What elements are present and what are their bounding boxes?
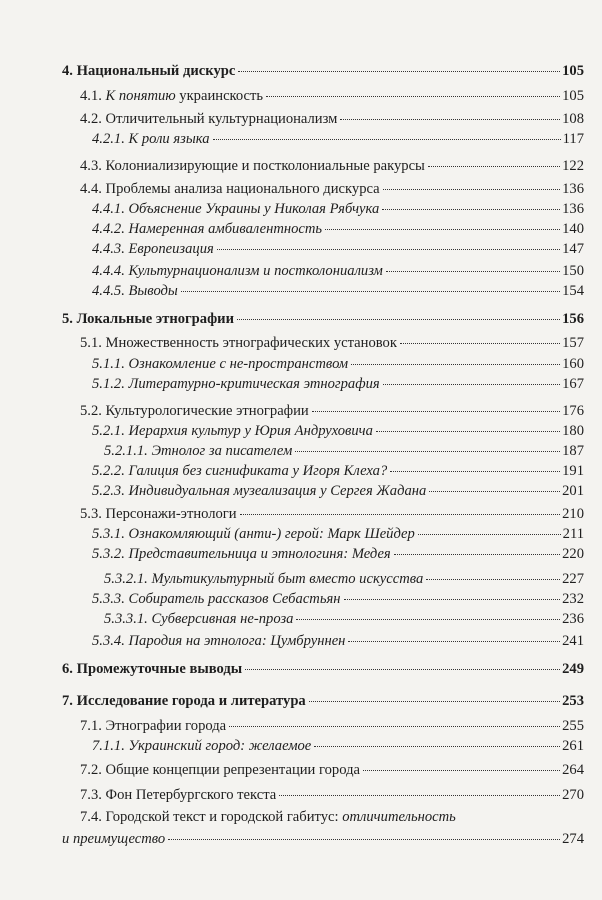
toc-item-title-line1 [80, 808, 584, 826]
toc-dot-leader [376, 431, 560, 432]
toc-dot-leader [314, 746, 560, 747]
toc-item-title-text: Украинский город: желаемое [128, 738, 312, 754]
toc-item-title [92, 482, 426, 500]
toc-item[interactable] [92, 220, 584, 238]
toc-item[interactable] [80, 180, 584, 198]
toc-page-number: 180 [562, 423, 584, 439]
toc-item-title [80, 402, 309, 420]
toc-item-number: 4.2. [80, 111, 102, 127]
toc-item-title [62, 62, 235, 80]
toc-item-title-text: Этнолог за писателем [151, 443, 293, 459]
toc-page-number: 261 [562, 738, 584, 754]
toc-item-number: 4.3. [80, 158, 102, 174]
toc-item-title-text: Этнографии города [105, 718, 227, 734]
toc-item[interactable] [80, 334, 584, 352]
toc-item-title [92, 462, 387, 480]
toc-item-number: 5.2. [80, 403, 102, 419]
toc-item-title-text: Локальные этнографии [76, 311, 234, 327]
toc-item[interactable] [80, 717, 584, 735]
toc-item-title [92, 632, 345, 650]
toc-item-title [62, 660, 242, 678]
toc-item[interactable] [80, 402, 584, 420]
toc-item-number: 7.2. [80, 762, 102, 778]
toc-item-title-text: К роли языка [128, 131, 210, 147]
toc-item-number: 7. [62, 693, 73, 709]
toc-dot-leader [340, 119, 560, 120]
toc-dot-leader [229, 726, 560, 727]
toc-page-number: 264 [562, 762, 584, 778]
toc-item[interactable] [80, 87, 584, 105]
toc-item-number: 4.4. [80, 181, 102, 197]
toc-dot-leader [363, 770, 560, 771]
toc-page-number: 167 [562, 376, 584, 392]
toc-item-title-text: Индивидуальная музеализация у Сергея Жадана [128, 483, 427, 499]
toc-item-number: 4. [62, 63, 73, 79]
toc-item[interactable] [80, 786, 584, 804]
toc-page-number: 220 [562, 546, 584, 562]
toc-item-number: 5.2.3. [92, 483, 125, 499]
toc-item-title [92, 422, 373, 440]
toc-dot-leader [296, 619, 560, 620]
toc-item-title-text: Литературно-критическая этнография [128, 376, 380, 392]
toc-item-title-text: Ознакомляющий (анти-) герой: Марк Шейдер [128, 526, 415, 542]
toc-dot-leader [312, 411, 560, 412]
toc-page-number: 140 [562, 221, 584, 237]
toc-dot-leader [428, 166, 560, 167]
toc-page-number: 136 [562, 201, 584, 217]
toc-item-title-plain: Городской текст и городской габитус: [105, 809, 343, 825]
toc-item-number: 5.3.3.1. [104, 611, 148, 627]
toc-page-number: 232 [562, 591, 584, 607]
toc-item-title-italic: отличительность [342, 809, 456, 825]
toc-item-number: 4.1. [80, 88, 102, 104]
toc-item[interactable] [92, 525, 584, 543]
toc-dot-leader [386, 271, 560, 272]
toc-chapter[interactable] [62, 62, 584, 80]
toc-item-number: 5. [62, 311, 73, 327]
toc-item-title-text: Колониализирующие и постколониальные ракурсы [105, 158, 425, 174]
toc-page-number: 191 [562, 463, 584, 479]
toc-item[interactable] [92, 262, 584, 280]
toc-item[interactable] [80, 110, 584, 128]
toc-item-title [92, 545, 391, 563]
toc-item-title-plain: украинскость [175, 88, 264, 104]
toc-item-number: 5.3. [80, 506, 102, 522]
toc-page-number: 249 [562, 661, 584, 677]
toc-item[interactable] [92, 130, 584, 148]
toc-item-title-text: Галиция без сигнификата у Игоря Клеха? [128, 463, 388, 479]
toc-item-title-text: Проблемы анализа национального дискурса [105, 181, 380, 197]
toc-item[interactable] [80, 761, 584, 779]
toc-item-number: 4.4.2. [92, 221, 125, 237]
toc-dot-leader [383, 384, 560, 385]
toc-item-title [80, 786, 276, 804]
toc-item-title-text: Представительница и этнологиня: Медея [128, 546, 391, 562]
toc-page-number: 156 [562, 311, 584, 327]
toc-item-number: 5.1.2. [92, 376, 125, 392]
toc-dot-leader [168, 839, 560, 840]
toc-dot-leader [295, 451, 560, 452]
toc-item-number: 4.4.3. [92, 241, 125, 257]
toc-chapter[interactable] [62, 310, 584, 328]
toc-dot-leader [382, 209, 560, 210]
toc-item[interactable] [92, 545, 584, 563]
toc-item-title-line2 [62, 830, 584, 848]
toc-item-title [92, 355, 348, 373]
toc-dot-leader [429, 491, 560, 492]
toc-item[interactable] [104, 570, 584, 588]
toc-item[interactable] [92, 737, 584, 755]
toc-page-number: 108 [562, 111, 584, 127]
toc-item-title [80, 87, 263, 105]
toc-dot-leader [181, 291, 560, 292]
toc-dot-leader [245, 669, 560, 670]
toc-page-number: 253 [562, 693, 584, 709]
toc-item-title-text: Персонажи-этнологи [105, 506, 237, 522]
toc-item-number: 7.1.1. [92, 738, 125, 754]
toc-item-title-text: Пародия на этнолога: Цумбруннен [128, 633, 346, 649]
toc-item-title [80, 505, 237, 523]
toc-item-title [92, 220, 322, 238]
toc-page-number: 187 [562, 443, 584, 459]
toc-dot-leader [309, 701, 560, 702]
toc-item[interactable] [92, 355, 584, 373]
toc-item-title [92, 130, 210, 148]
toc-item-title [80, 180, 380, 198]
toc-chapter[interactable] [62, 660, 584, 678]
toc-item-title [92, 375, 380, 393]
toc-item-title-text: Общие концепции репрезентации города [105, 762, 361, 778]
toc-item[interactable] [92, 240, 584, 258]
toc-page-number: 154 [562, 283, 584, 299]
toc-item-title-text: Выводы [128, 283, 178, 299]
toc-item-title [92, 282, 178, 300]
toc-item[interactable] [92, 200, 584, 218]
toc-item-number: 4.4.4. [92, 263, 125, 279]
toc-dot-leader [418, 534, 561, 535]
toc-item-title [92, 262, 383, 280]
toc-item-title-text: Исследование города и литература [76, 693, 306, 709]
toc-item-title [104, 442, 292, 460]
toc-dot-leader [383, 189, 560, 190]
toc-item-title-text: Мультикультурный быт вместо искусства [151, 571, 424, 587]
toc-item[interactable] [80, 505, 584, 523]
toc-item-title-italic: К понятию [105, 88, 176, 104]
toc-dot-leader [400, 343, 560, 344]
toc-item-title-text: Отличительный культурнационализм [105, 111, 338, 127]
toc-item-title [92, 525, 415, 543]
toc-page-number: 236 [562, 611, 584, 627]
toc-page-number: 150 [562, 263, 584, 279]
toc-page-number: 117 [562, 131, 584, 147]
toc-chapter[interactable] [62, 692, 584, 710]
toc-item[interactable] [92, 482, 584, 500]
toc-page-number: 211 [562, 526, 584, 542]
toc-dot-leader [279, 795, 560, 796]
toc-item[interactable] [92, 462, 584, 480]
toc-item-title [92, 737, 311, 755]
toc-item-title-text: Иерархия культур у Юрия Андруховича [128, 423, 373, 439]
toc-dot-leader [213, 139, 561, 140]
toc-item[interactable] [92, 590, 584, 608]
toc-item-title [80, 110, 337, 128]
toc-page-number: 105 [562, 88, 584, 104]
toc-item-title-text: Объяснение Украины у Николая Рябчука [128, 201, 380, 217]
toc-dot-leader [394, 554, 560, 555]
toc-page-number: 136 [562, 181, 584, 197]
toc-item-number: 5.2.1. [92, 423, 125, 439]
toc-dot-leader [325, 229, 560, 230]
toc-item-title [80, 157, 425, 175]
toc-page-number: 274 [562, 831, 584, 847]
toc-page-number: 147 [562, 241, 584, 257]
toc-item-title [80, 334, 397, 352]
toc-item-title-text: Множественность этнографических установок [105, 335, 397, 351]
toc-item[interactable] [62, 808, 584, 848]
toc-page-number: 176 [562, 403, 584, 419]
toc-dot-leader [238, 71, 560, 72]
toc-page-number: 105 [562, 63, 584, 79]
toc-item-number: 5.3.1. [92, 526, 125, 542]
toc-item[interactable] [92, 375, 584, 393]
toc-page-number: 227 [562, 571, 584, 587]
toc-dot-leader [266, 96, 560, 97]
toc-dot-leader [344, 599, 561, 600]
toc-item[interactable] [80, 157, 584, 175]
toc-item-title-text: Ознакомление с не-пространством [128, 356, 349, 372]
toc-item-title-text: Промежуточные выводы [76, 661, 243, 677]
toc-item[interactable] [92, 422, 584, 440]
toc-page-number: 157 [562, 335, 584, 351]
toc-item-title [62, 692, 306, 710]
toc-item[interactable] [104, 442, 584, 460]
toc-item-title-text: Национальный дискурс [76, 63, 236, 79]
toc-dot-leader [348, 641, 560, 642]
toc-dot-leader [217, 249, 560, 250]
toc-item[interactable] [92, 632, 584, 650]
toc-item-title [104, 570, 423, 588]
toc-item-number: 5.1.1. [92, 356, 125, 372]
toc-item-title-text: Культурнационализм и постколониализм [128, 263, 383, 279]
toc-page-number: 210 [562, 506, 584, 522]
toc-item-number: 4.4.5. [92, 283, 125, 299]
toc-item-title-text: Европеизация [128, 241, 214, 257]
toc-dot-leader [240, 514, 561, 515]
toc-page-number: 255 [562, 718, 584, 734]
toc-item[interactable] [104, 610, 584, 628]
toc-dot-leader [351, 364, 560, 365]
toc-item-title-text: Культурологические этнографии [105, 403, 309, 419]
toc-item-number: 7.3. [80, 787, 102, 803]
toc-item-title [92, 240, 214, 258]
toc-item-number: 5.3.2.1. [104, 571, 148, 587]
toc-item-title [80, 717, 226, 735]
toc-item-title [92, 200, 379, 218]
toc-item-title [104, 610, 293, 628]
toc-item[interactable] [92, 282, 584, 300]
toc-item-title [62, 310, 234, 328]
toc-item-number: 6. [62, 661, 73, 677]
toc-item-number: 5.3.2. [92, 546, 125, 562]
toc-item-title [92, 590, 341, 608]
toc-page-number: 122 [562, 158, 584, 174]
toc-item-title-text: Субверсивная не-проза [151, 611, 294, 627]
toc-item-title-text: Намеренная амбивалентность [128, 221, 323, 237]
toc-item-title [80, 761, 360, 779]
toc-item-title-text: Фон Петербургского текста [105, 787, 277, 803]
toc-item-number: 5.2.2. [92, 463, 125, 479]
toc-item-number: 5.1. [80, 335, 102, 351]
toc-dot-leader [426, 579, 560, 580]
toc-page-number: 241 [562, 633, 584, 649]
toc-item-number: 4.2.1. [92, 131, 125, 147]
toc-item-title-text: Собиратель рассказов Себастьян [128, 591, 341, 607]
toc-item-number: 4.4.1. [92, 201, 125, 217]
toc-item-number: 5.3.3. [92, 591, 125, 607]
toc-item-number: 5.2.1.1. [104, 443, 148, 459]
toc-item-title-italic: и преимущество [62, 831, 166, 847]
toc-item-number: 7.1. [80, 718, 102, 734]
toc-dot-leader [237, 319, 560, 320]
toc-item-number: 5.3.4. [92, 633, 125, 649]
toc-item-number: 7.4. [80, 809, 102, 825]
toc-dot-leader [390, 471, 560, 472]
toc-page-number: 201 [562, 483, 584, 499]
toc-page-number: 160 [562, 356, 584, 372]
toc-page-number: 270 [562, 787, 584, 803]
